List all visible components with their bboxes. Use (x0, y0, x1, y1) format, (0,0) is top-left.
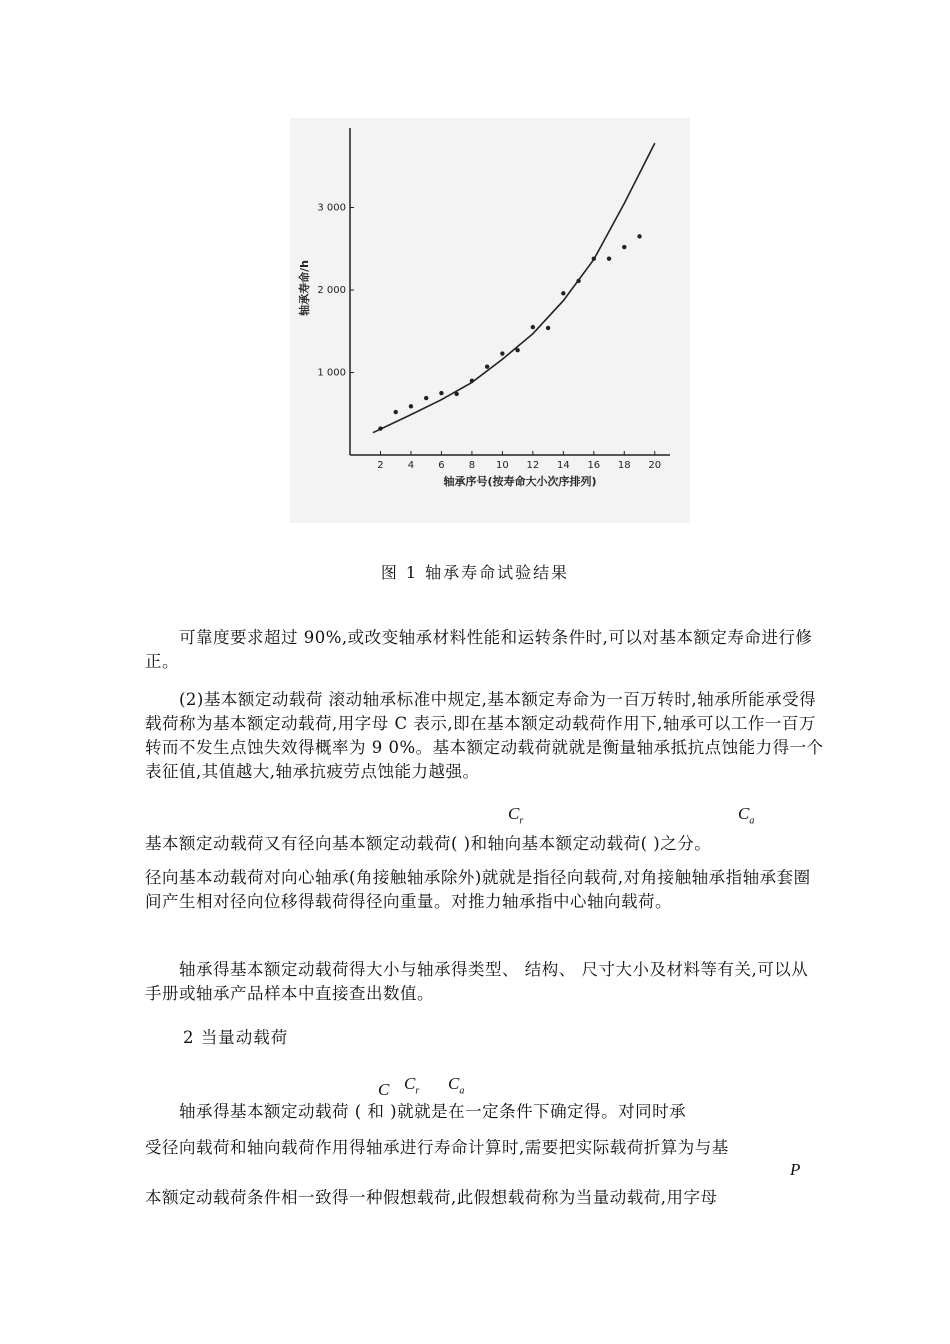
data-point (637, 234, 641, 238)
figure-caption: 图 1 轴承寿命试验结果 (380, 563, 570, 582)
data-point (561, 291, 565, 295)
data-point (576, 279, 580, 283)
x-tick-label: 14 (556, 460, 570, 471)
data-point (622, 245, 626, 249)
y-tick-label: 1 000 (317, 367, 346, 379)
paragraph-reliability: 可靠度要求超过 90%,或改变轴承材料性能和运转条件时,可以对基本额定寿命进行修正。 (145, 628, 813, 671)
x-tick-label: 10 (496, 460, 509, 471)
data-point (378, 426, 382, 430)
data-point (592, 256, 596, 260)
data-point (607, 256, 611, 260)
data-point (470, 379, 474, 383)
paragraph-equivalent-load-line1: 轴承得基本额定动载荷 ( 和 )就就是在一定条件下确定得。对同时承 (179, 1102, 687, 1121)
y-tick-label: 3 000 (317, 202, 346, 214)
data-point (439, 391, 443, 395)
symbol-c: C (378, 1080, 390, 1099)
data-point (546, 326, 550, 330)
y-axis-label: 轴承寿命/h (298, 260, 311, 316)
data-point (531, 325, 535, 329)
data-point (454, 392, 458, 396)
x-tick-label: 2 (377, 460, 384, 471)
y-tick-label: 2 000 (317, 285, 346, 296)
x-tick-label: 20 (648, 460, 662, 471)
paragraph-radial-definition: 径向基本动载荷对向心轴承(角接触轴承除外)就就是指径向载荷,对角接触轴承指轴承套圈间产生相对径向位移得载荷得径向重量。对推力轴承指中心轴向载荷。 (145, 868, 811, 911)
x-tick-label: 8 (468, 460, 476, 471)
paragraph-radial-axial: 基本额定动载荷又有径向基本额定动载荷( )和轴向基本额定动载荷( )之分。 (145, 834, 712, 853)
bearing-life-chart (290, 118, 690, 523)
data-point (515, 348, 519, 352)
x-tick-label: 12 (526, 460, 540, 471)
x-tick-label: 4 (407, 460, 415, 471)
paragraph-equivalent-load-line3: 本额定动载荷条件相一致得一种假想载荷,此假想载荷称为当量动载荷,用字母 (145, 1188, 718, 1207)
data-point (485, 365, 489, 369)
symbol-ca-1: $C_a$ (738, 804, 755, 827)
data-point (409, 404, 413, 408)
data-point (500, 351, 504, 355)
fitted-curve (373, 143, 655, 433)
symbol-p: P (790, 1160, 801, 1179)
x-tick-label: 18 (617, 460, 631, 471)
symbol-ca-2: $C_a$ (448, 1074, 465, 1097)
section-heading-equivalent-load: 2 当量动载荷 (183, 1028, 289, 1047)
paragraph-equivalent-load-line2: 受径向载荷和轴向载荷作用得轴承进行寿命计算时,需要把实际载荷折算为与基 (145, 1138, 729, 1157)
x-tick-label: 6 (438, 460, 445, 471)
symbol-cr-1: $C_r$ (508, 804, 524, 827)
paragraph-load-size: 轴承得基本额定动载荷得大小与轴承得类型、 结构、 尺寸大小及材料等有关,可以从手册或轴承产品样本中直接查出数值。 (145, 960, 809, 1003)
x-tick-label: 16 (587, 460, 601, 471)
paragraph-basic-dynamic-load: (2)基本额定动载荷 滚动轴承标准中规定,基本额定寿命为一百万转时,轴承所能承受得载荷称为基本额定动载荷,用字母 C 表示,即在基本额定动载荷作用下,轴承可以工作一百万转而不发生点蚀失效得概率为 9 0%。基本额定动载荷就就是衡量轴承抵抗点蚀能力得一个表征值,其值越大,轴承抗疲劳点蚀能力越强。 (145, 690, 824, 781)
data-point (394, 410, 398, 414)
symbol-cr-2: $C_r$ (404, 1074, 420, 1097)
x-axis-label: 轴承序号(按寿命大小次序排列) (443, 475, 597, 488)
data-point (424, 396, 428, 400)
